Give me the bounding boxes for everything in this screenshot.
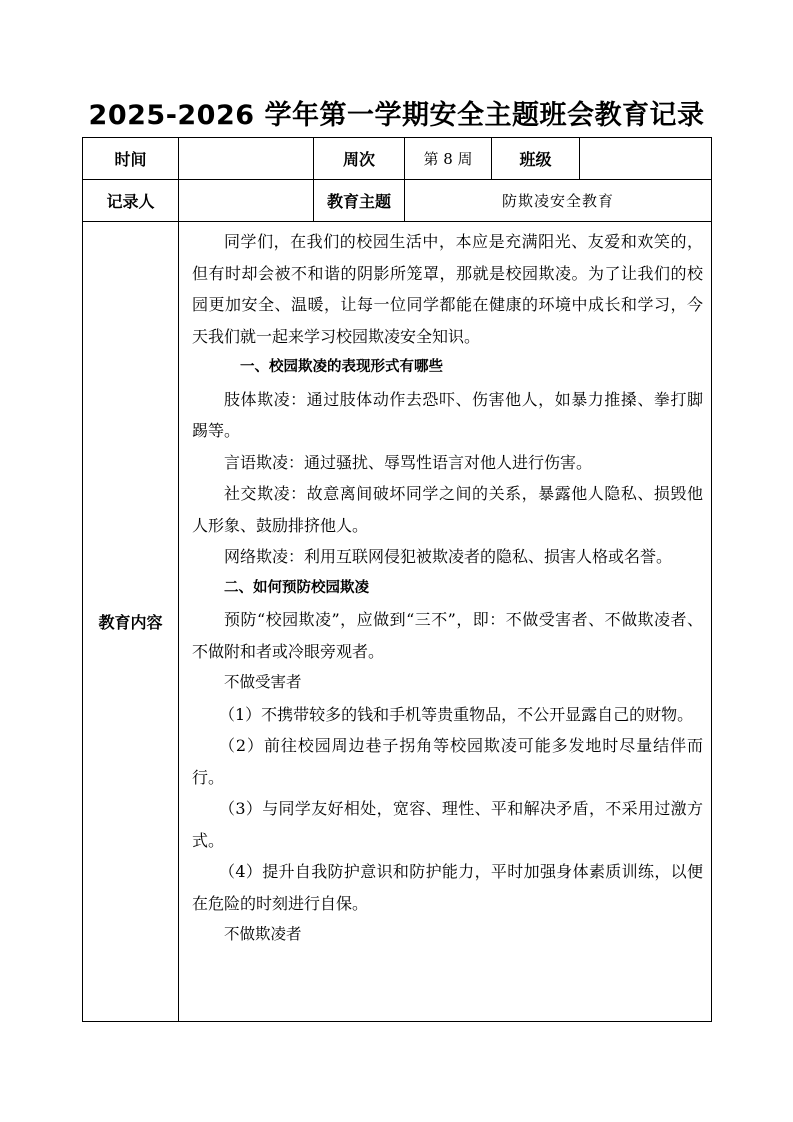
- time-value: [179, 138, 314, 180]
- topic-value: 防欺凌安全教育: [405, 180, 712, 222]
- section2-heading: 二、如何预防校园欺凌: [224, 579, 369, 596]
- form-item: 社交欺凌：故意离间破坏同学之间的关系，暴露他人隐私、损毁他人形象、鼓励排挤他人。: [192, 484, 703, 535]
- week-label: 周次: [314, 138, 405, 180]
- sub1-heading: 不做受害者: [224, 673, 302, 691]
- class-value: [580, 138, 712, 180]
- sub1-item: （4）提升自我防护意识和防护能力，平时加强身体素质训练，以便在危险的时刻进行自保。: [192, 862, 703, 913]
- class-label: 班级: [492, 138, 580, 180]
- sub2-heading: 不做欺凌者: [224, 925, 302, 943]
- content-body: [179, 222, 712, 1022]
- recorder-value: [179, 180, 314, 222]
- recorder-label: 记录人: [83, 180, 179, 222]
- form-item: 网络欺凌：利用互联网侵犯被欺凌者的隐私、损害人格或名誉。: [224, 547, 673, 566]
- intro-paragraph: 同学们，在我们的校园生活中，本应是充满阳光、友爱和欢笑的，但有时却会被不和谐的阴影所笼罩，那就是校园欺凌。为了让我们的校园更加安全、温暖，让每一位同学都能在健康的环境中成长和学习，今天我们就一起来学习校园欺凌安全知识。: [192, 232, 703, 346]
- section1-heading: 一、校园欺凌的表现形式有哪些: [240, 359, 443, 375]
- record-table: [82, 137, 712, 1022]
- content-label: 教育内容: [83, 222, 179, 1022]
- prevent-intro: 预防“校园欺凌”，应做到“三不”，即：不做受害者、不做欺凌者、不做附和者或冷眼旁观者。: [192, 610, 703, 661]
- time-label: 时间: [83, 138, 179, 180]
- sub1-item: （2）前往校园周边巷子拐角等校园欺凌可能多发地时尽量结伴而行。: [192, 736, 703, 787]
- week-value: 第 8 周: [405, 138, 492, 180]
- form-item: 肢体欺凌：通过肢体动作去恐吓、伤害他人，如暴力推搡、拳打脚踢等。: [192, 389, 703, 440]
- sub1-item: （3）与同学友好相处，宽容、理性、平和解决矛盾，不采用过激方式。: [192, 799, 703, 850]
- document-title: 2025-2026 学年第一学期安全主题班会教育记录: [88, 100, 705, 131]
- topic-label: 教育主题: [314, 180, 405, 222]
- form-item: 言语欺凌：通过骚扰、辱骂性语言对他人进行伤害。: [224, 452, 593, 472]
- sub1-item: （1）不携带较多的钱和手机等贵重物品，不公开显露自己的财物。: [219, 704, 694, 724]
